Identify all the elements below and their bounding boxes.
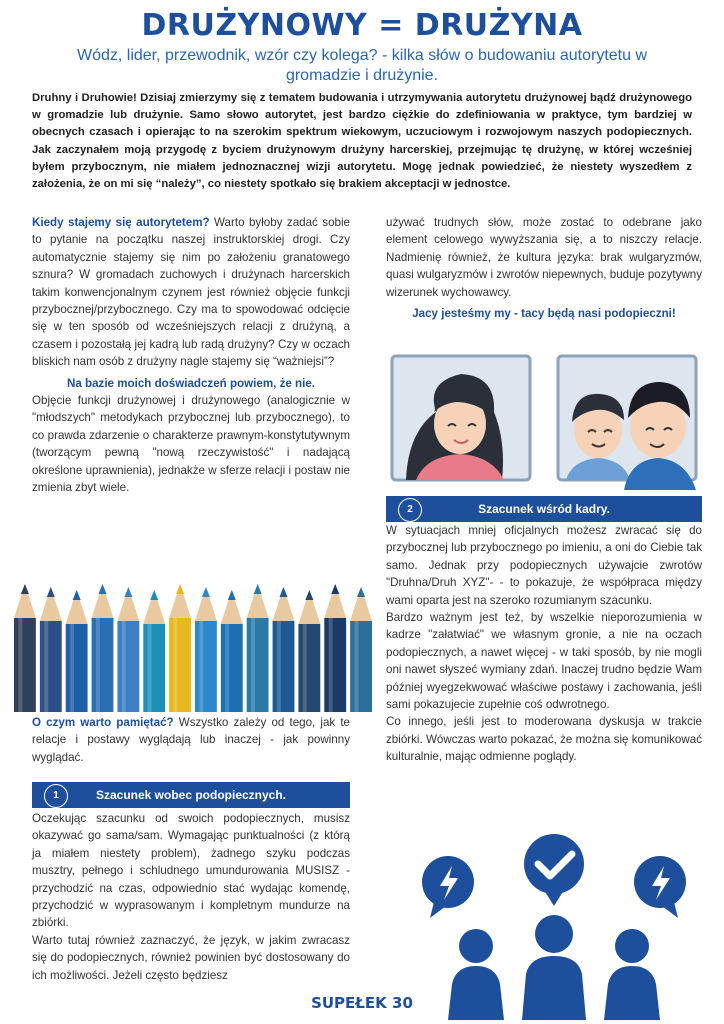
pencil — [324, 584, 346, 712]
question-text: Warto byłoby zadać sobie to pytanie na początku naszej instruktorskiej drogi. Czy automatycznie stajemy się nim po założeniu granatowego sznura? W gromadach zuchowych i drużynach harcerskich takim konwencjonalnym czynem jest również objęcie funkcji przybocznej/przybocznego. Czy ma to spowodować odcięcie się w ten sposób od wcześniejszych relacji z drużyną, a czasem i pozostałą jej kadrą lub radą drużyny? Czy w oczach bliskich nam osób z drużyny nagle stajemy się “ważniejsi”? — [32, 216, 350, 369]
intro-paragraph: Druhny i Druhowie! Dzisiaj zmierzymy się z tematem budowania i utrzymywania autorytetu drużynowej bądź drużynowego w gromadzie lub drużynie. Samo słowo autorytet, jest bardzo ciężkie do zdefiniowania w praktyce, tym bardziej w obecnych czasach i opierając to na szerokim spektrum wiekowym, uczuciowym i rozwojowym naszych podopiecznych. Jak zaczynałem moją przygodę z byciem drużynowym drużyny harcerskiej, przejmując tę drużynę, w której wcześniej byłem przybocznym, nie miałem jednoznacznej wizji autorytetu. Mogę jednak powiedzieć, że niestety wyszedłem z założenia, że on mi się “należy”, co niestety spotkało się brakiem akceptacji w jednostce. — [32, 92, 692, 191]
mirror-illustration — [386, 352, 702, 490]
discussion-paragraph: Co innego, jeśli jest to moderowana dyskusja w trakcie zbiórki. Wówczas warto pokazać, że można się komunikować kulturalnie, mając odmienne poglądy. — [386, 715, 702, 764]
pencil — [92, 584, 114, 712]
pencil — [298, 590, 320, 712]
section-1-label: Szacunek wobec podopiecznych. — [95, 788, 287, 802]
magazine-footer: SUPEŁEK 30 — [311, 994, 413, 1012]
function-paragraph: Objęcie funkcji drużynowej i drużynowego (analogicznie w "młodszych" metodykach przybocznej lub przybocznego), to co prawda zdarzenie o charakterze prawnym-konstytutywnym (tworzącym pewną "nową rzeczywistość" i nadającą określone uprawnienia), jednakże w sferze relacji i postaw nie zmienia zbyt wiele. — [32, 394, 350, 495]
page-subtitle: Wódz, lider, przewodnik, wzór czy kolega? - kilka słów o budowaniu autorytetu w gromadzie i drużynie. — [76, 47, 648, 84]
language-paragraph: Warto tutaj również zaznaczyć, że język, w jakim zwracasz się do podopiecznych, również powinien być dostosowany do ich możliwości. Jeżeli często będziesz — [32, 933, 350, 982]
section-2-label: Szacunek wśród kadry. — [478, 502, 610, 516]
pencil — [350, 587, 372, 712]
pencils-image — [12, 578, 374, 712]
pencil — [14, 584, 36, 712]
staff-paragraph: W sytuacjach mniej oficjalnych możesz zwracać się do przybocznej lub przybocznego po imieniu, a oni do Ciebie tak samo. Jednak przy podopiecznych używajcie zwrotów "Druhna/Druh XYZ"- - to pokazuje, że współpraca między wami oparta jest na szeroko rozumianym szacunku. — [386, 524, 702, 607]
pencil — [169, 584, 191, 712]
pencil — [195, 587, 217, 712]
conflict-paragraph: Bardzo ważnym jest też, by wszelkie nieporozumienia w kadrze "załatwiać" we własnym gronie, a nie na oczach podopiecznych, a nawet więcej - w taki sposób, by nie mogli oni nawet słyszeć wymiany zdań. Inaczej trudno będzie Wam później wyegzekwować właściwe postawy i zachowania, jeśli sami pokazujecie zupełnie coś odwrotnego. — [386, 611, 702, 712]
page-title: DRUŻYNOWY = DRUŻYNA — [141, 8, 583, 43]
experience-heading: Na bazie moich doświadczeń powiem, że nie. — [66, 376, 316, 390]
section-1-number: 1 — [44, 784, 68, 808]
pencil — [66, 590, 88, 712]
left-column-middle — [32, 714, 350, 766]
pencil — [143, 590, 165, 712]
right-column-bottom — [386, 522, 702, 766]
remember-lead: O czym warto pamiętać? — [32, 716, 174, 729]
question-lead: Kiedy stajemy się autorytetem? — [32, 216, 210, 229]
right-column-top — [386, 214, 702, 322]
left-column-top — [32, 214, 350, 497]
mirror-heading: Jacy jesteśmy my - tacy będą nasi podopieczni! — [412, 307, 676, 321]
section-2-bar — [386, 496, 702, 522]
section-1-bar — [32, 782, 350, 808]
pencil — [117, 587, 139, 712]
language-continued-paragraph: używać trudnych słów, może zostać to odebrane jako element celowego wywyższania się, a to niszczy relacje. Nadmienię również, że kultura języka: brak wulgaryzmów, quasi wulgaryzmów i zwrotów niepewnych, buduje pozytywny wizerunek wychowawcy. — [386, 216, 702, 299]
pencil — [221, 590, 243, 712]
team-communication-icon — [412, 834, 696, 1020]
respect-paragraph: Oczekując szacunku od swoich podopiecznych, musisz okazywać go sama/sam. Wymagając punktualności (z którą ja miałem niestety problem), żadnego szyku podczas musztry, pełnego i schludnego umundurowania MUSISZ - przychodzić na czas, odpowiednio stać wydając komendę, przychodzić w wyprasowanym i kompletnym mundurze na zbiórki. — [32, 812, 350, 930]
remember-text: Wszystko zależy od tego, jak te relacje i postawy wyglądają lub inaczej - jak powinny wyglądać. — [32, 716, 350, 764]
pencil — [273, 587, 295, 712]
section-2-number: 2 — [398, 498, 422, 522]
pencil — [247, 584, 269, 712]
left-column-bottom — [32, 810, 350, 984]
pencil — [40, 587, 62, 712]
